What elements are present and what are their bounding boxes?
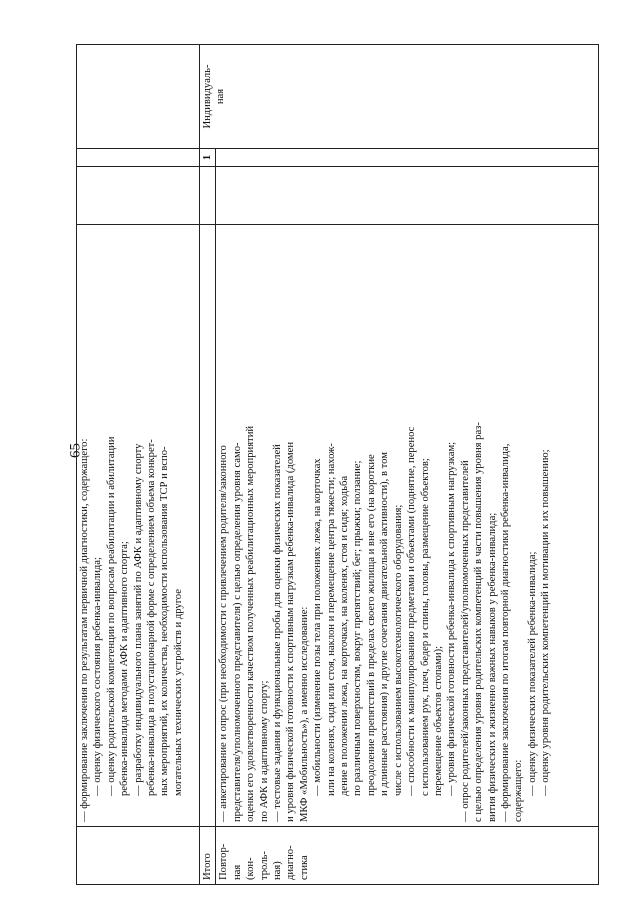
text-line: с использованием рук, плеч, бедер и спины, головы, размещение объектов;: [419, 458, 431, 796]
text-line: — мобильности (изменение позы тела при положениях лежа, на корточках: [312, 458, 324, 796]
form-cell-empty: [77, 45, 200, 149]
text-line: — анкетирование и опрос (при необходимости с привлечением родителя/законного: [218, 445, 230, 822]
table-row-initial-diagnostics: [77, 45, 200, 885]
text-line: — оценку родительской компетенции по вопросам реабилитации и абилитации: [105, 436, 117, 796]
text-line: могательных технических устройств и другое: [172, 589, 184, 796]
services-table: [76, 44, 599, 885]
mark-cell-empty: [77, 149, 200, 167]
content-cell-repeat: [216, 225, 599, 827]
text-line: по АФК и адаптивному спорту;: [258, 680, 270, 822]
text-line: по различным поверхностям, вокруг препятствий; бег; прыжки; ползание;: [352, 460, 364, 796]
text-line: и длинные расстояния) и другие сочетания двигательной активности), в том: [379, 452, 391, 796]
rotated-page-content: [76, 45, 621, 885]
text-line: или на коленях, сидя или стоя, наклон и перемещение центра тяжести; нахож-: [325, 443, 337, 796]
text-line: с целью определения уровня родительских компетенций в части повышения уровня раз-: [473, 422, 485, 822]
text-line: — тестовые задания и функциональные пробы для оценки физических показателей: [272, 444, 284, 822]
text-line: — опрос родителей/законных представителей/уполномоченных представителей: [459, 460, 471, 822]
count-cell-empty: [77, 167, 200, 225]
text-line: перемещение объектов стопами);: [432, 645, 444, 796]
stage-label-line: стика: [298, 855, 310, 880]
text-line: и уровня физической готовности к спортивным нагрузкам ребенка-инвалида (домен: [285, 442, 297, 822]
text-line: оценки его удовлетворенности качеством полученных реабилитационных мероприятий: [245, 425, 257, 822]
form-cell: [200, 45, 599, 149]
text-line: МКФ «Мобильность»), а именно исследование:: [298, 606, 310, 822]
content-cell-initial: [77, 225, 200, 827]
text-line: ных мероприятий, их количества, необходимости использования ТСР и вспо-: [159, 446, 171, 796]
text-line: числе с использованием высокотехнологического оборудования;: [392, 504, 404, 796]
table-row-total: [200, 45, 216, 885]
stage-label-line: троль-: [258, 851, 270, 880]
text-line: представителя/уполномоченного представителя) с целью определения уровня само-: [231, 442, 243, 822]
total-label: Итого: [200, 827, 216, 885]
text-line: вития физических и жизненно важных навыков у ребенка-инвалида;: [486, 512, 498, 822]
text-line: ребенка-инвалида методами АФК и адаптивного спорта;: [119, 541, 131, 796]
text-line: — оценку физического состояния ребенка-инвалида;: [92, 557, 104, 796]
text-line: содержащего:: [513, 759, 525, 822]
table-row-repeat-diagnostics: [216, 45, 599, 885]
total-count-empty: [200, 167, 216, 225]
text-line: — способности к манипулированию предметами и объектами (поднятие, перенос: [406, 426, 418, 796]
stage-label-line: (кон-: [245, 857, 257, 880]
stage-label-cell: [216, 827, 599, 885]
text-line: — оценку уровня родительских компетенций и мотивации к их повышению;: [540, 449, 552, 796]
text-line: — уровня физической готовности ребенка-инвалида к спортивным нагрузкам;: [446, 441, 458, 796]
text-line: преодоление препятствий в пределах своего жилища и вне его (на короткие: [365, 454, 377, 796]
text-line: дение в положении лежа, на корточках, на коленях, стоя и сидя; ходьба: [339, 475, 351, 796]
count-cell-empty: [216, 167, 599, 225]
stage-label-line: ная): [272, 861, 284, 880]
text-line: ребенка-инвалида в полустационарной форме с определением объема конкрет-: [146, 439, 158, 796]
page-number: 65: [67, 443, 84, 458]
stage-label-line: Повтор-: [218, 843, 230, 880]
form-label: Индивидуаль- ная: [202, 64, 227, 129]
total-content-empty: [200, 225, 216, 827]
stage-cell-empty: [77, 827, 200, 885]
stage-label-line: ная: [231, 864, 243, 880]
text-line: — разработку индивидуального плана занятий по АФК и адаптивному спорту: [132, 443, 144, 796]
mark-cell-empty: [216, 149, 599, 167]
text-line: — формирование заключения по результатам первичной диагностики, содержащего:: [79, 438, 90, 822]
total-mark: 1: [200, 149, 216, 167]
text-line: — оценку физических показателей ребенка-инвалида;: [526, 551, 538, 796]
stage-label-line: диагно-: [285, 845, 297, 880]
text-line: — формирование заключения по итогам повторной диагностики ребенка-инвалида,: [499, 443, 511, 822]
